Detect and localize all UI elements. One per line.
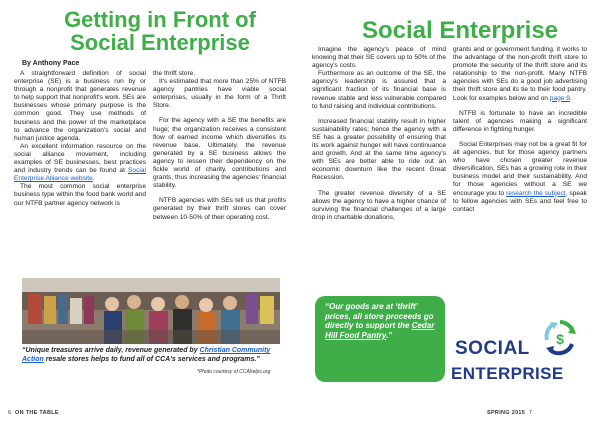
christian-community-action-link[interactable]: Christian Community Action xyxy=(22,347,271,363)
paragraph: The most common social enterprise business type within the food bank world and our NTFB partner agency network is xyxy=(14,183,146,207)
left-column-2 xyxy=(153,70,286,222)
byline: By Anthony Pace xyxy=(22,60,80,67)
right-column-1 xyxy=(312,46,446,222)
paragraph: It's estimated that more than 25% of NTFB agency pantries have viable social enterprises, usually in the form of a Thrift Store. xyxy=(153,78,286,110)
svg-text:$: $ xyxy=(556,331,564,347)
paragraph: Furthermore as an outcome of the SE, the agency's leadership is assured that a significant fraction of its financial base is revenue stable and less vulnerable compared to fund raising and individual contributions. xyxy=(312,70,446,110)
left-column-1 xyxy=(14,70,146,208)
paragraph: NTFB agencies with SEs tell us that profits generated by their thrift stores can cover between 10-50% of their operating cost. xyxy=(153,197,286,221)
thrift-store-photo xyxy=(22,278,280,344)
photo-caption: “Unique treasures arrive daily, revenue generated by Christian Community Action resale stores helps to fund all of CCA's services and programs.” xyxy=(22,347,271,363)
photo-illustration xyxy=(22,278,280,344)
page-folio-right xyxy=(487,410,532,416)
page-folio-left xyxy=(8,410,59,416)
paragraph: Increased financial stability result in higher sustainability rates; hence the agency with a SE has a greater possibility of ensuring that its work against hunger will have continuance and growth. And at the same time agency's with SEs are better able to ride out an economic downturn like the recent Great Recession. xyxy=(312,117,446,182)
issue-name: SPRING 2015 xyxy=(487,410,526,416)
page-number: 6 xyxy=(8,410,12,416)
cedar-hill-food-pantry-link[interactable]: Cedar Hill Food Pantry xyxy=(325,321,435,340)
paragraph: For the agency with a SE the benefits are huge; the organization receives a consistent flow of earned income which diversifies its revenue base. Ultimately, the revenue generated by a SE business allows the agency to lessen their dependency on the fickle world of charity, contributions and grants, thus increasing the agencies' financial stability. xyxy=(153,117,286,190)
paragraph: Social Enterprises may not be a great fit for all agencies, but for those agency partners who have chosen greater revenue diversification, SEs has a growing role in their business model and their sustainability. And for those agencies without a SE we encourage you to research the subject, speak to fellow agencies with SEs and feel free to contact xyxy=(453,140,587,213)
research-the-subject-link[interactable]: research the subject xyxy=(506,189,566,197)
page-9-link[interactable]: page 9 xyxy=(549,94,570,102)
social-enterprise-alliance-link[interactable]: Social Enterprise Alliance website xyxy=(14,167,146,183)
logo-word-social: SOCIAL xyxy=(455,338,530,359)
photo-credit: *Photo courtesy of CCAhelps.org xyxy=(197,369,271,375)
right-column-2 xyxy=(453,46,587,214)
recycle-dollar-icon xyxy=(540,318,580,358)
paragraph: An excellent information resource on the social alliance movement, including examples of SE businesses, best practices and industry trends can be found at Social Enterprise Alliance website. xyxy=(14,142,146,183)
paragraph: A straightforward definition of social enterprise (SE) is a business run by or through a nonprofit that generates revenue to help support that nonprofit's work. SEs are businesses whose primary purpose is the common good. They use methods of business and the power of the marketplace to advance the organization's social and human justice agenda. xyxy=(14,70,146,142)
paragraph: the thrift store. xyxy=(153,70,196,77)
article-headline: Getting in Front of Social Enterprise xyxy=(64,7,256,56)
paragraph: The greater revenue diversity of a SE allows the agency to have a higher chance of surviving the financial challenges of a large drop in charitable donations, xyxy=(312,189,446,221)
paragraph: NTFB is fortunate to have an incredible talent of agencies making a significant difference in fighting hunger. xyxy=(453,109,587,133)
publication-name: ON THE TABLE xyxy=(15,410,59,416)
logo-word-enterprise: ENTERPRISE xyxy=(451,364,564,383)
section-headline: Social Enterprise xyxy=(361,17,559,44)
paragraph: grants and or government funding. it works to the advantage of the non-profit thrift store to promote the security of the thrift store and its relationship to the non-profit. Many NTFB agencies with SEs do a good job advertising their thrift store and its tie to their food pantry. Look for examples below and on page 9. xyxy=(453,46,587,102)
pull-quote: “Our goods are at ‘thrift’ prices, all store proceeds go directly to support the Cedar Hill Food Pantry.” xyxy=(325,302,435,340)
paragraph: Imagine the agency's peace of mind knowing that their SE covers up to 50% of the agency's costs. xyxy=(312,46,446,70)
page-number: 7 xyxy=(528,410,533,416)
